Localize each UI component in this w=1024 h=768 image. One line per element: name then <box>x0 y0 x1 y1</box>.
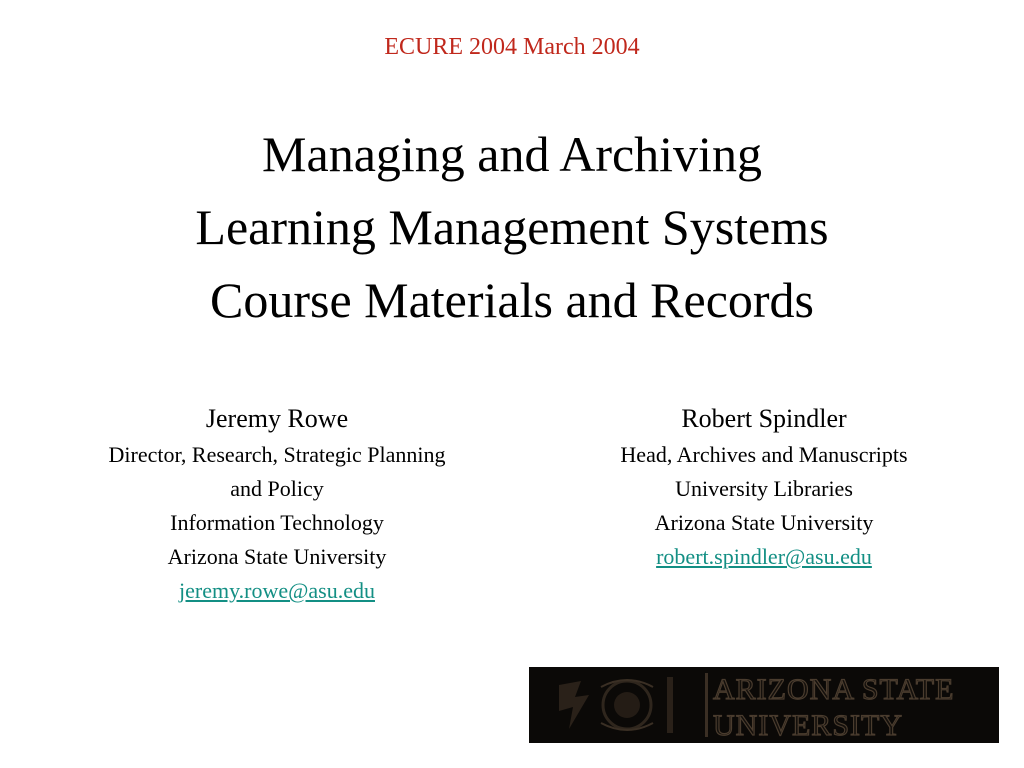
author-institution: Arizona State University <box>654 510 874 535</box>
title-line-2: Learning Management Systems <box>195 199 829 255</box>
slide-title <box>0 118 1024 337</box>
author-block-spindler <box>550 400 978 574</box>
email-link[interactable]: robert.spindler@asu.edu <box>656 544 872 569</box>
author-name: Robert Spindler <box>681 404 847 433</box>
email-link[interactable]: jeremy.rowe@asu.edu <box>179 578 375 603</box>
author-title-line: and Policy <box>230 476 324 501</box>
logo-wordmark-line-2: UNIVERSITY <box>713 709 903 742</box>
author-title-line: Director, Research, Strategic Planning <box>108 442 446 467</box>
logo-wordmark-line-1: ARIZONA STATE <box>713 673 955 706</box>
author-title-line: Head, Archives and Manuscripts <box>620 442 908 467</box>
asu-logo <box>529 667 999 743</box>
author-department: University Libraries <box>675 476 853 501</box>
author-department: Information Technology <box>170 510 384 535</box>
author-name: Jeremy Rowe <box>205 404 349 433</box>
asu-logo-graphic <box>529 667 999 743</box>
seal-icon <box>529 667 708 743</box>
author-institution: Arizona State University <box>167 544 387 569</box>
title-line-1: Managing and Archiving <box>262 126 762 182</box>
title-line-3: Course Materials and Records <box>209 272 814 328</box>
author-block-rowe <box>44 400 510 608</box>
conference-header: ECURE 2004 March 2004 <box>384 34 640 60</box>
